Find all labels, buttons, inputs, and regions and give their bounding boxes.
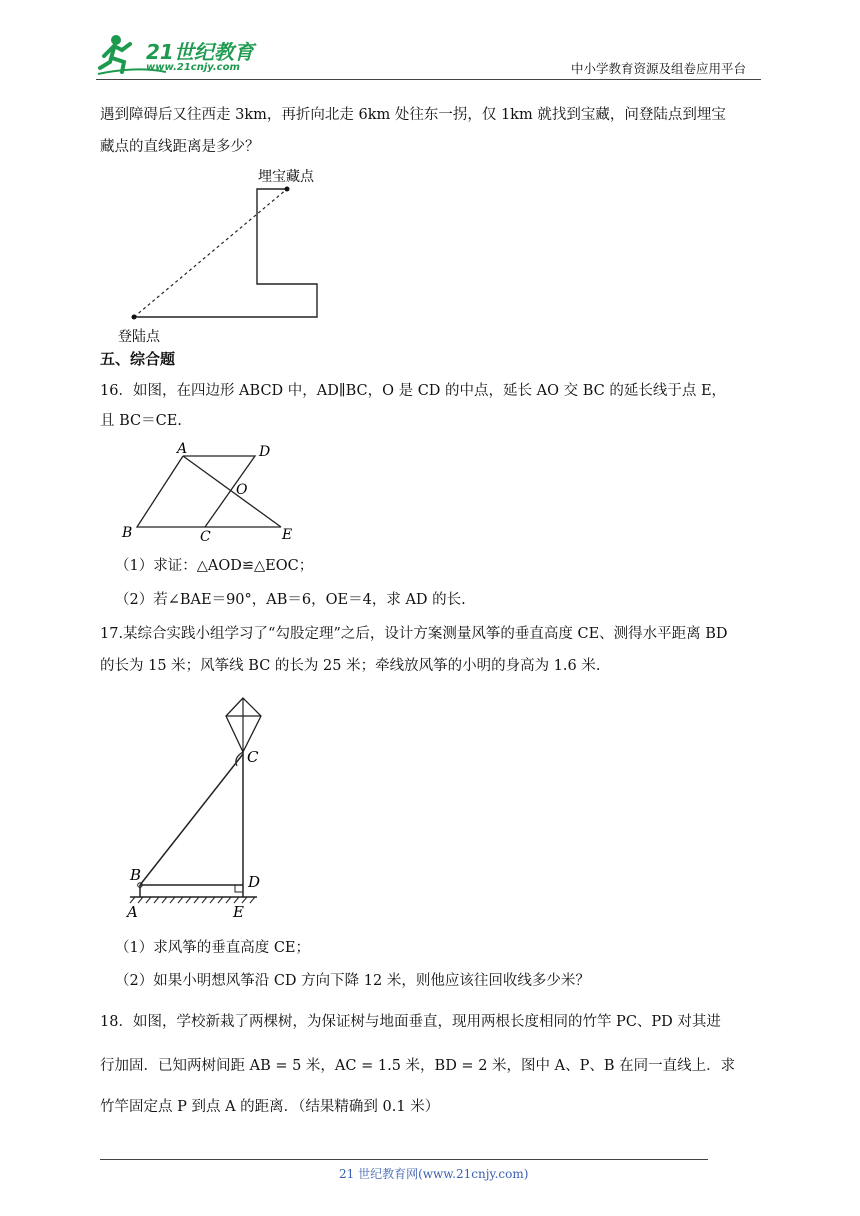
fig16-label-e: E	[282, 527, 293, 543]
p18-line2: 行加固．已知两树间距 AB = 5 米，AC = 1.5 米，BD = 2 米，图中 A、P、B 在同一直线上．求	[100, 1058, 736, 1074]
fig17-label-e: E	[233, 903, 244, 920]
header-right-text: 中小学教育资源及组卷应用平台	[571, 61, 747, 76]
footer-rule	[100, 1159, 708, 1160]
logo-sub-text: www.21cnjy.com	[146, 62, 240, 73]
quadrilateral-figure	[110, 436, 310, 546]
fig16-label-b: B	[122, 525, 133, 541]
fig17-label-d: D	[248, 873, 261, 891]
p17-line1: 17.某综合实践小组学习了“勾股定理”之后，设计方案测量风筝的垂直高度 CE、测得水平距离 BD	[100, 626, 728, 642]
fig16-label-d: D	[259, 444, 271, 460]
p18-line1: 18．如图，学校新栽了两棵树，为保证树与地面垂直，现用两根长度相同的竹竿 PC、PD 对其进	[100, 1014, 721, 1030]
fig16-label-o: O	[236, 482, 248, 498]
fig16-label-a: A	[177, 441, 188, 457]
header-logo	[96, 32, 266, 78]
kite-figure	[115, 692, 275, 920]
fig17-label-c: C	[247, 748, 259, 766]
p17-line2: 的长为 15 米；风筝线 BC 的长为 25 米；牵线放风筝的小明的身高为 1.6 米.	[100, 658, 601, 674]
p17-q1: （1）求风筝的垂直高度 CE；	[115, 940, 311, 956]
p16-q1: （1）求证：△AOD≌△EOC；	[115, 558, 314, 574]
header-rule	[96, 79, 761, 80]
p16-line1: 16．如图，在四边形 ABCD 中，AD∥BC，O 是 CD 的中点，延长 AO 交 BC 的延长线于点 E，	[100, 383, 727, 399]
fig17-label-a: A	[127, 903, 138, 920]
p16-q2: （2）若∠BAE＝90°，AB＝6，OE＝4，求 AD 的长.	[115, 592, 466, 608]
fig-label-landing: 登陆点	[118, 329, 160, 345]
p17-q2: （2）如果小明想风筝沿 CD 方向下降 12 米，则他应该往回收线多少米？	[115, 973, 590, 989]
section-title: 五、综合题	[100, 350, 176, 368]
footer-text: 21 世纪教育网(www.21cnjy.com)	[339, 1167, 529, 1181]
p16-line2: 且 BC＝CE.	[100, 413, 182, 429]
p15-line2: 藏点的直线距离是多少？	[100, 139, 260, 155]
logo-main-text: 21世纪教育	[146, 40, 254, 64]
fig17-label-b: B	[130, 866, 142, 884]
fig16-label-c: C	[200, 529, 211, 545]
p18-line3: 竹竿固定点 P 到点 A 的距离．（结果精确到 0.1 米）	[100, 1099, 440, 1115]
treasure-figure	[110, 160, 340, 350]
fig-label-treasure: 埋宝藏点	[258, 169, 314, 185]
p15-line1: 遇到障碍后又往西走 3km，再折向北走 6km 处往东一拐，仅 1km 就找到宝藏，问登陆点到埋宝	[100, 107, 726, 123]
